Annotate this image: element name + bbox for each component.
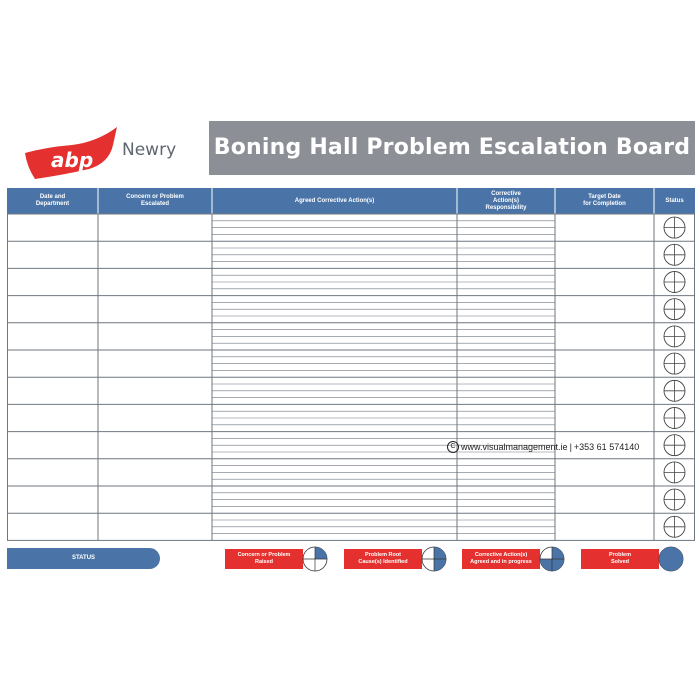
legend-item: Corrective Action(s) Agreed and in progress <box>462 549 540 569</box>
site-name: Newry <box>122 140 177 160</box>
status-quarter-icon <box>539 546 565 572</box>
copyright-icon: C <box>447 441 459 453</box>
watermark: C www.visualmanagement.ie | +353 61 574140 <box>447 441 639 453</box>
column-header: Date and Department <box>35 194 70 207</box>
status-quarter-icon <box>658 546 684 572</box>
watermark-url: www.visualmanagement.ie <box>461 442 568 452</box>
column-header: Target Date for Completion <box>583 194 626 207</box>
column-header: Concern or Problem Escalated <box>126 194 184 207</box>
column-header: Corrective Action(s) Responsibility <box>485 190 527 211</box>
column-header: Agreed Corrective Action(s) <box>294 197 375 204</box>
escalation-board <box>7 121 695 575</box>
status-quarter-icon <box>302 546 328 572</box>
column-header: Status <box>665 197 684 204</box>
logo-text: abp <box>51 148 94 172</box>
status-quarter-icon <box>421 546 447 572</box>
status-legend-label: STATUS <box>7 548 160 569</box>
legend-item: Problem Solved <box>581 549 659 569</box>
watermark-phone: +353 61 574140 <box>573 442 640 452</box>
legend-item: Concern or Problem Raised <box>225 549 303 569</box>
legend-item: Problem Root Cause(s) Identified <box>344 549 422 569</box>
board-title: Boning Hall Problem Escalation Board <box>209 121 695 175</box>
